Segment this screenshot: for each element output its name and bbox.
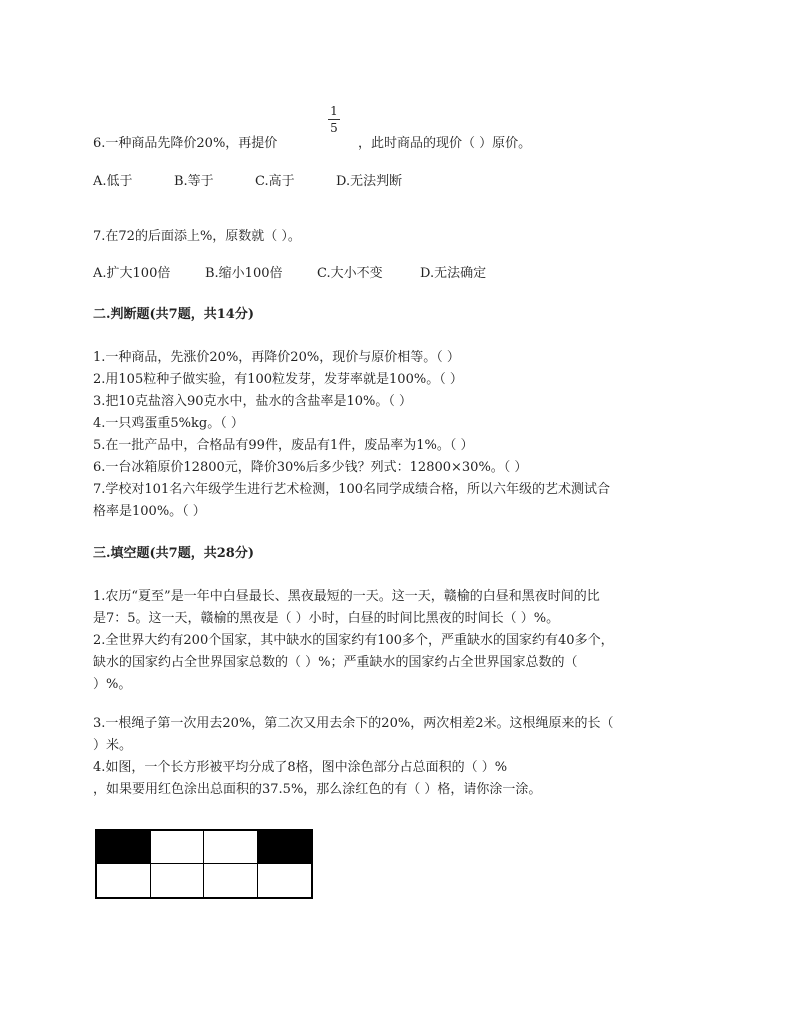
rectangle-grid-figure [95, 829, 313, 899]
section3-item-2: 2.全世界大约有200个国家，其中缺水的国家约有100多个，严重缺水的国家约有40多个， [93, 633, 614, 648]
grid-cell-r1-c4 [258, 831, 312, 864]
section3-item-2-end: ）%。 [93, 677, 132, 692]
section2-item-7: 7.学校对101名六年级学生进行艺术检测，100名同学成绩合格，所以六年级的艺术测试合 [93, 482, 611, 497]
section2-item-4: 4.一只鸡蛋重5%kg。（ ） [93, 416, 244, 431]
grid-cell-r2-c1 [97, 864, 151, 897]
q7-option-c: C.大小不变 [317, 266, 383, 281]
section3-item-3: 3.一根绳子第一次用去20%，第二次又用去余下的20%，两次相差2米。这根绳原来的长（ [93, 716, 614, 731]
section2-item-2: 2.用105粒种子做实验，有100粒发芽，发芽率就是100%。（ ） [93, 372, 463, 387]
grid-cell-r2-c2 [151, 864, 205, 897]
section2-item-1: 1.一种商品，先涨价20%，再降价20%，现价与原价相等。（ ） [93, 350, 460, 365]
q6-fraction-denominator: 5 [330, 121, 338, 135]
q6-fraction [328, 105, 340, 134]
section3-item-1-cont: 是7：5。这一天，赣榆的黑夜是（ ）小时，白昼的时间比黑夜的时间长（ ）%。 [93, 611, 560, 626]
grid-cell-r2-c3 [204, 864, 258, 897]
grid-cell-r2-c4 [258, 864, 312, 897]
section3-item-2-cont: 缺水的国家约占全世界国家总数的（ ）%；严重缺水的国家约占全世界国家总数的（ [93, 655, 578, 670]
q6-text-before: 6.一种商品先降价20%，再提价 [93, 136, 278, 151]
q7-option-d: D.无法确定 [420, 266, 487, 281]
section3-heading: 三.填空题(共7题，共28分) [93, 546, 254, 561]
q6-text-after: ，此时商品的现价（ ）原价。 [358, 136, 532, 151]
section2-item-3: 3.把10克盐溶入90克水中，盐水的含盐率是10%。（ ） [93, 394, 413, 409]
section3-item-4: 4.如图，一个长方形被平均分成了8格，图中涂色部分占总面积的（ ）% [93, 760, 508, 775]
q6-option-c: C.高于 [255, 174, 295, 189]
section3-item-1: 1.农历“夏至”是一年中白昼最长、黑夜最短的一天。这一天，赣榆的白昼和黑夜时间的比 [93, 589, 600, 604]
q6-option-d: D.无法判断 [336, 174, 403, 189]
fraction-bar [328, 119, 340, 120]
q7-option-a: A.扩大100倍 [93, 266, 171, 281]
section2-item-7-cont: 格率是100%。（ ） [93, 504, 206, 519]
q7-option-b: B.缩小100倍 [205, 266, 283, 281]
section2-item-5: 5.在一批产品中，合格品有99件，废品有1件，废品率为1%。（ ） [93, 438, 474, 453]
q6-option-b: B.等于 [174, 174, 214, 189]
grid-cell-r1-c2 [151, 831, 205, 864]
q7-text: 7.在72的后面添上%，原数就（ ）。 [93, 229, 301, 244]
section2-heading: 二.判断题(共7题，共14分) [93, 307, 254, 322]
q6-fraction-numerator: 1 [330, 104, 338, 118]
grid-cell-r1-c3 [204, 831, 258, 864]
q6-option-a: A.低于 [93, 174, 133, 189]
section3-item-3-cont: ）米。 [93, 738, 133, 753]
section3-item-4-cont: ，如果要用红色涂出总面积的37.5%，那么涂红色的有（ ）格，请你涂一涂。 [93, 782, 542, 797]
grid-cell-r1-c1 [97, 831, 151, 864]
section2-item-6: 6.一台冰箱原价12800元，降价30%后多少钱？列式：12800×30%。（ ） [93, 460, 528, 475]
